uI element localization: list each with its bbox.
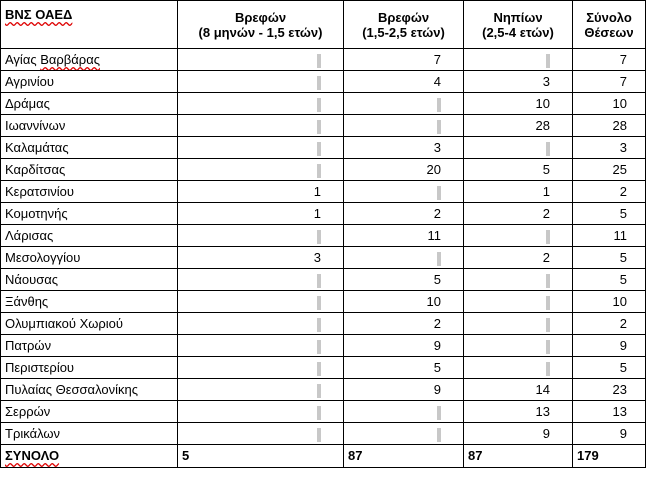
cell-c3	[464, 225, 573, 247]
cell-c1: 1	[178, 181, 344, 203]
empty-cell-marker	[437, 186, 441, 200]
empty-cell-marker	[317, 428, 321, 442]
header-infants-8m: Βρεφών (8 μηνών - 1,5 ετών)	[178, 1, 344, 49]
cell-total: 13	[573, 401, 646, 423]
row-name: Περιστερίου	[1, 357, 178, 379]
empty-cell-marker	[437, 252, 441, 266]
empty-cell-marker	[317, 274, 321, 288]
empty-cell-marker	[546, 230, 550, 244]
empty-cell-marker	[546, 362, 550, 376]
cell-c2: 2	[344, 313, 464, 335]
cell-c2	[344, 181, 464, 203]
row-name: Ιωαννίνων	[1, 115, 178, 137]
header-row	[1, 1, 646, 49]
table-row	[1, 71, 646, 93]
cell-c1: 1	[178, 203, 344, 225]
empty-cell-marker	[317, 318, 321, 332]
cell-c3	[464, 137, 573, 159]
empty-cell-marker	[437, 428, 441, 442]
table-row	[1, 115, 646, 137]
totals-total: 179	[573, 445, 646, 468]
empty-cell-marker	[317, 230, 321, 244]
cell-c2	[344, 401, 464, 423]
cell-total: 3	[573, 137, 646, 159]
table-row	[1, 357, 646, 379]
cell-total: 9	[573, 423, 646, 445]
cell-c3	[464, 335, 573, 357]
table-row	[1, 49, 646, 71]
table-row	[1, 335, 646, 357]
empty-cell-marker	[437, 406, 441, 420]
row-name: Πατρών	[1, 335, 178, 357]
cell-c1	[178, 313, 344, 335]
table-row	[1, 423, 646, 445]
cell-c2: 7	[344, 49, 464, 71]
row-name: Λάρισας	[1, 225, 178, 247]
totals-label: ΣΥΝΟΛΟ	[1, 445, 178, 468]
empty-cell-marker	[317, 120, 321, 134]
empty-cell-marker	[317, 406, 321, 420]
cell-c3: 2	[464, 203, 573, 225]
cell-total: 2	[573, 181, 646, 203]
cell-c3	[464, 291, 573, 313]
cell-c2	[344, 93, 464, 115]
empty-cell-marker	[546, 296, 550, 310]
table-row	[1, 137, 646, 159]
cell-c1	[178, 159, 344, 181]
totals-c3: 87	[464, 445, 573, 468]
empty-cell-marker	[546, 274, 550, 288]
header-toddlers: Νηπίων (2,5-4 ετών)	[464, 1, 573, 49]
cell-c3	[464, 313, 573, 335]
cell-c2: 5	[344, 357, 464, 379]
table-row	[1, 181, 646, 203]
cell-c1	[178, 379, 344, 401]
cell-c1: 3	[178, 247, 344, 269]
cell-total: 5	[573, 203, 646, 225]
cell-c1	[178, 357, 344, 379]
totals-c2: 87	[344, 445, 464, 468]
cell-c3	[464, 49, 573, 71]
empty-cell-marker	[317, 142, 321, 156]
table-row	[1, 225, 646, 247]
row-name: Πυλαίας Θεσσαλονίκης	[1, 379, 178, 401]
cell-c3: 13	[464, 401, 573, 423]
empty-cell-marker	[437, 98, 441, 112]
table-row	[1, 93, 646, 115]
cell-c2: 9	[344, 379, 464, 401]
header-infants-1-5y: Βρεφών (1,5-2,5 ετών)	[344, 1, 464, 49]
empty-cell-marker	[317, 54, 321, 68]
cell-c2	[344, 247, 464, 269]
empty-cell-marker	[546, 142, 550, 156]
cell-c1	[178, 115, 344, 137]
cell-total: 10	[573, 291, 646, 313]
empty-cell-marker	[317, 296, 321, 310]
cell-c3	[464, 357, 573, 379]
row-name: Ολυμπιακού Χωριού	[1, 313, 178, 335]
cell-total: 9	[573, 335, 646, 357]
table-row	[1, 269, 646, 291]
table-row	[1, 203, 646, 225]
row-name: Καλαμάτας	[1, 137, 178, 159]
empty-cell-marker	[437, 120, 441, 134]
cell-c2: 20	[344, 159, 464, 181]
empty-cell-marker	[546, 340, 550, 354]
cell-c2: 10	[344, 291, 464, 313]
row-name: Αγρινίου	[1, 71, 178, 93]
empty-cell-marker	[546, 318, 550, 332]
row-name: Αγίας Βαρβάρας	[1, 49, 178, 71]
cell-c2: 5	[344, 269, 464, 291]
row-name: Νάουσας	[1, 269, 178, 291]
cell-total: 25	[573, 159, 646, 181]
cell-c1	[178, 225, 344, 247]
totals-row	[1, 445, 646, 468]
row-name: Σερρών	[1, 401, 178, 423]
cell-c3: 14	[464, 379, 573, 401]
totals-c1: 5	[178, 445, 344, 468]
table-row	[1, 247, 646, 269]
header-total-places: Σύνολο Θέσεων	[573, 1, 646, 49]
cell-c3: 3	[464, 71, 573, 93]
cell-c1	[178, 335, 344, 357]
cell-c2: 11	[344, 225, 464, 247]
row-name: Μεσολογγίου	[1, 247, 178, 269]
cell-c2: 4	[344, 71, 464, 93]
empty-cell-marker	[317, 340, 321, 354]
table-row	[1, 291, 646, 313]
cell-total: 10	[573, 93, 646, 115]
cell-total: 5	[573, 247, 646, 269]
cell-c3: 5	[464, 159, 573, 181]
table-row	[1, 379, 646, 401]
cell-c1	[178, 49, 344, 71]
cell-c3: 28	[464, 115, 573, 137]
cell-c2: 2	[344, 203, 464, 225]
cell-c2	[344, 423, 464, 445]
cell-c1	[178, 137, 344, 159]
cell-c3: 2	[464, 247, 573, 269]
cell-c3: 9	[464, 423, 573, 445]
cell-c2: 3	[344, 137, 464, 159]
table-row	[1, 159, 646, 181]
cell-total: 7	[573, 49, 646, 71]
cell-c1	[178, 269, 344, 291]
cell-c1	[178, 291, 344, 313]
empty-cell-marker	[317, 76, 321, 90]
cell-c3: 10	[464, 93, 573, 115]
cell-total: 11	[573, 225, 646, 247]
cell-c1	[178, 423, 344, 445]
empty-cell-marker	[546, 54, 550, 68]
row-name: Καρδίτσας	[1, 159, 178, 181]
cell-c1	[178, 401, 344, 423]
row-name: Τρικάλων	[1, 423, 178, 445]
table-row	[1, 313, 646, 335]
empty-cell-marker	[317, 98, 321, 112]
cell-total: 28	[573, 115, 646, 137]
cell-c2	[344, 115, 464, 137]
row-name: Ξάνθης	[1, 291, 178, 313]
cell-total: 5	[573, 269, 646, 291]
empty-cell-marker	[317, 362, 321, 376]
cell-c1	[178, 71, 344, 93]
cell-c3: 1	[464, 181, 573, 203]
cell-total: 5	[573, 357, 646, 379]
cell-c1	[178, 93, 344, 115]
cell-total: 7	[573, 71, 646, 93]
cell-total: 2	[573, 313, 646, 335]
empty-cell-marker	[317, 384, 321, 398]
row-name: Κερατσινίου	[1, 181, 178, 203]
row-name: Κομοτηνής	[1, 203, 178, 225]
cell-c3	[464, 269, 573, 291]
empty-cell-marker	[317, 164, 321, 178]
header-name: ΒΝΣ ΟΑΕΔ	[1, 1, 178, 49]
cell-total: 23	[573, 379, 646, 401]
table-row	[1, 401, 646, 423]
cell-c2: 9	[344, 335, 464, 357]
row-name: Δράμας	[1, 93, 178, 115]
